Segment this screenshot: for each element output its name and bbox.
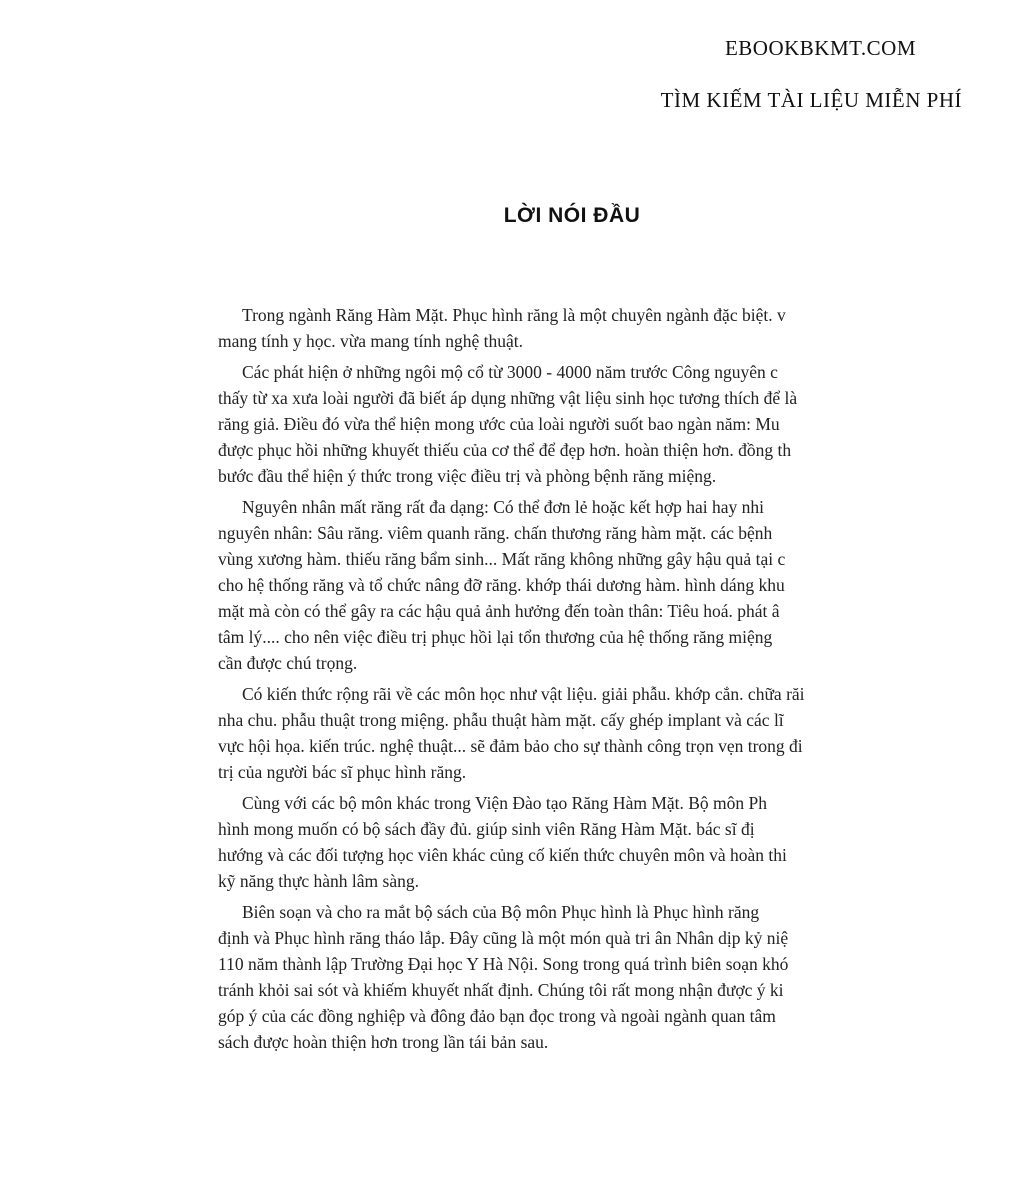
text-line: hướng và các đối tượng học viên khác củng cố kiến thức chuyên môn và hoàn thi [218,845,787,865]
text-line: cần được chú trọng. [218,653,358,673]
text-line: hình mong muốn có bộ sách đầy đủ. giúp sinh viên Răng Hàm Mặt. bác sĩ đị [218,819,755,839]
text-line: Trong ngành Răng Hàm Mặt. Phục hình răng là một chuyên ngành đặc biệt. v [242,305,786,325]
paragraph-6 [218,899,918,1055]
site-name: EBOOKBKMT.COM [724,36,916,60]
site-tagline: TÌM KIẾM TÀI LIỆU MIỄN PHÍ [660,88,962,112]
text-line: 110 năm thành lập Trường Đại học Y Hà Nội. Song trong quá trình biên soạn khó [218,954,789,974]
page-title: LỜI NÓI ĐẦU [503,204,641,227]
text-line: nha chu. phẫu thuật trong miệng. phẫu thuật hàm mặt. cấy ghép implant và các lĩ [218,710,784,730]
text-line: định và Phục hình răng tháo lắp. Đây cũng là một món quà tri ân Nhân dịp kỷ niệ [218,928,789,948]
text-line: mặt mà còn có thể gây ra các hậu quả ảnh hưởng đến toàn thân: Tiêu hoá. phát â [218,601,780,621]
text-line: Biên soạn và cho ra mắt bộ sách của Bộ môn Phục hình là Phục hình răng [242,902,760,922]
text-line: bước đầu thể hiện ý thức trong việc điều trị và phòng bệnh răng miệng. [218,466,717,486]
text-line: răng giả. Điều đó vừa thể hiện mong ước của loài người suốt bao ngàn năm: Mu [218,414,780,434]
paragraph-3 [218,494,918,676]
text-line: vùng xương hàm. thiếu răng bẩm sinh... Mất răng không những gây hậu quả tại c [218,549,786,569]
text-line: tránh khỏi sai sót và khiếm khuyết nhất định. Chúng tôi rất mong nhận được ý ki [218,980,784,1000]
document-body [218,302,918,1142]
text-line: trị của người bác sĩ phục hình răng. [218,762,467,782]
paragraph-4 [218,681,918,785]
text-line: vực hội họa. kiến trúc. nghệ thuật... sẽ đảm bảo cho sự thành công trọn vẹn trong đi [218,736,803,756]
paragraph-2 [218,359,918,489]
text-line: góp ý của các đồng nghiệp và đông đảo bạn đọc trong và ngoài ngành quan tâm [218,1006,776,1026]
text-line: nguyên nhân: Sâu răng. viêm quanh răng. chấn thương răng hàm mặt. các bệnh [218,523,773,543]
text-line: mang tính y học. vừa mang tính nghệ thuật. [218,331,523,351]
text-line: tâm lý.... cho nên việc điều trị phục hồi lại tổn thương của hệ thống răng miệng [218,627,773,647]
text-line: thấy từ xa xưa loài người đã biết áp dụng những vật liệu sinh học tương thích để là [218,388,798,408]
text-line: được phục hồi những khuyết thiếu của cơ thể để đẹp hơn. hoàn thiện hơn. đồng th [218,440,792,460]
text-line: kỹ năng thực hành lâm sàng. [218,871,419,891]
text-line: Nguyên nhân mất răng rất đa dạng: Có thể đơn lẻ hoặc kết hợp hai hay nhi [242,497,764,517]
paragraph-5 [218,790,918,894]
paragraph-1 [218,302,918,354]
text-line: cho hệ thống răng và tổ chức nâng đỡ răng. khớp thái dương hàm. hình dáng khu [218,575,785,595]
text-line: Có kiến thức rộng rãi về các môn học như vật liệu. giải phẫu. khớp cắn. chữa răi [242,684,805,704]
text-line: Cùng với các bộ môn khác trong Viện Đào tạo Răng Hàm Mặt. Bộ môn Ph [242,793,768,813]
text-line: sách được hoàn thiện hơn trong lần tái bản sau. [218,1032,549,1052]
text-line: Các phát hiện ở những ngôi mộ cổ từ 3000 - 4000 năm trước Công nguyên c [242,362,778,382]
